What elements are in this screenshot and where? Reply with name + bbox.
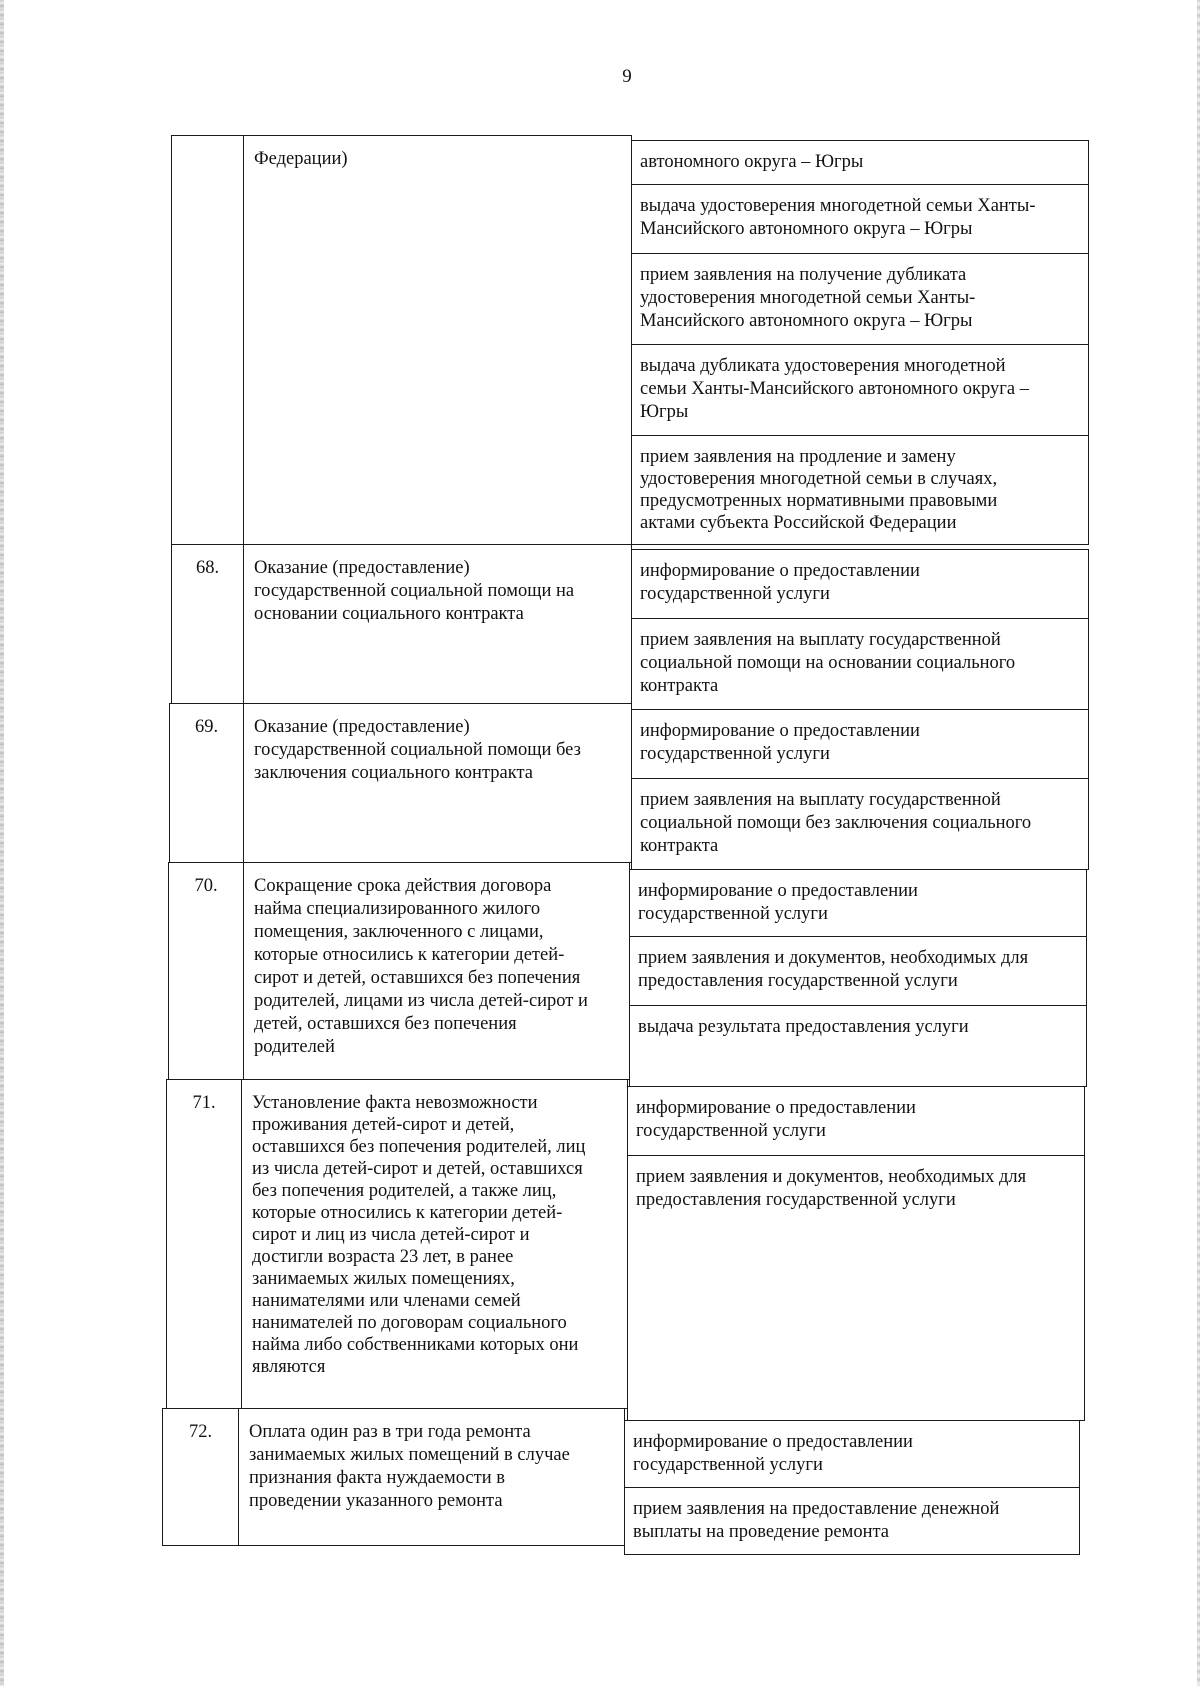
row-number: 70. — [168, 862, 244, 1080]
scan-edge-left — [0, 0, 4, 1686]
row-number: 72. — [162, 1408, 239, 1546]
sub-service: прием заявления и документов, необходимых для предоставления государственной услуги — [629, 936, 1087, 1006]
sub-service: выдача дубликата удостоверения многодетной семьи Ханты-Мансийского автономного округа – Югры — [631, 344, 1089, 436]
sub-service: прием заявления на выплату государственной социальной помощи на основании социального контракта — [631, 618, 1089, 710]
row-number: 71. — [166, 1079, 242, 1409]
sub-service: информирование о предоставлении государственной услуги — [624, 1420, 1080, 1488]
row-number: 68. — [171, 544, 244, 704]
sub-service: прием заявления на предоставление денежной выплаты на проведение ремонта — [624, 1487, 1080, 1555]
service-name: Установление факта невозможности проживания детей-сирот и детей, оставшихся без попечения родителей, лиц из числа детей-сирот и детей, оставшихся без попечения родителей, а также лиц, которые относились к категории детей- сирот и лиц из числа детей-сирот и достигли возраста 23 лет, в ранее занимаемых жилых помещениях, нанимателями или членами семей нанимателей по договорам социального найма либо собственниками которых они являются — [241, 1079, 628, 1409]
sub-service: автономного округа – Югры — [631, 140, 1089, 185]
sub-service: прием заявления на продление и замену удостоверения многодетной семьи в случаях, предусмотренных нормативными правовыми актами субъекта Российской Федерации — [631, 435, 1089, 545]
sub-service: информирование о предоставлении государственной услуги — [631, 549, 1089, 619]
service-name: Сокращение срока действия договора найма специализированного жилого помещения, заключенного с лицами, которые относились к категории детей- сирот и детей, оставшихся без попечения родителей, лицами из числа детей-сирот и детей, оставшихся без попечения родителей — [243, 862, 630, 1080]
row-number — [171, 135, 244, 545]
sub-service: прием заявления на получение дубликата удостоверения многодетной семьи Ханты- Мансийского автономного округа – Югры — [631, 253, 1089, 345]
sub-service: прием заявления и документов, необходимых для предоставления государственной услуги — [627, 1155, 1085, 1421]
service-name: Федерации) — [243, 135, 632, 545]
service-name: Оплата один раз в три года ремонта занимаемых жилых помещений в случае признания факта нуждаемости в проведении указанного ремонта — [238, 1408, 625, 1546]
service-name: Оказание (предоставление) государственной социальной помощи на основании социального контракта — [243, 544, 632, 704]
sub-service: прием заявления на выплату государственной социальной помощи без заключения социального контракта — [631, 778, 1089, 870]
sub-service: выдача результата предоставления услуги — [629, 1005, 1087, 1087]
sub-service: информирование о предоставлении государственной услуги — [627, 1086, 1085, 1156]
page-number: 9 — [622, 66, 632, 87]
sub-service: информирование о предоставлении государственной услуги — [629, 869, 1087, 937]
sub-service: выдача удостоверения многодетной семьи Ханты- Мансийского автономного округа – Югры — [631, 184, 1089, 254]
row-number: 69. — [169, 703, 244, 863]
service-name: Оказание (предоставление) государственной социальной помощи без заключения социального контракта — [243, 703, 632, 863]
sub-service: информирование о предоставлении государственной услуги — [631, 709, 1089, 779]
